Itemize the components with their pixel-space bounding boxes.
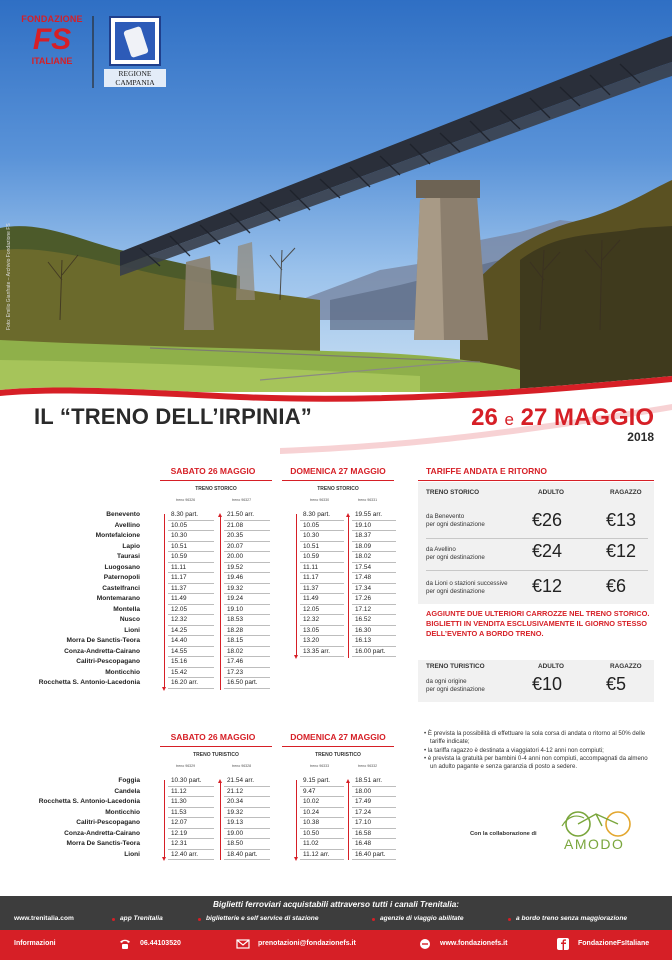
station-name: Foggia <box>118 777 140 784</box>
channel-app: app Trenitalia <box>120 915 163 922</box>
tariff-dest: per ogni destinazione <box>426 520 485 528</box>
time-cell: 11.49 <box>300 594 344 605</box>
turistico-sun-outbound <box>300 776 344 860</box>
date-amp: e <box>504 410 514 429</box>
station-name: Benevento <box>106 511 140 518</box>
time-cell: 20.07 <box>224 542 270 553</box>
train-number: treno 96326 <box>176 498 196 502</box>
time-cell: 12.05 <box>300 605 344 616</box>
time-cell: 10.59 <box>168 552 214 563</box>
time-cell: 10.30 <box>300 531 344 542</box>
time-cell: 16.52 <box>352 615 396 626</box>
station-name: Morra De Sanctis-Teora <box>66 840 140 847</box>
heading-underline <box>282 746 394 747</box>
time-cell: 17.54 <box>352 563 396 574</box>
turistico-sat-return <box>224 776 270 860</box>
storico-sun-outbound <box>300 510 344 657</box>
storico-sat-return <box>224 510 270 689</box>
time-cell: 17.49 <box>352 797 396 808</box>
station-name: Lioni <box>124 850 140 858</box>
time-cell: 18.28 <box>224 626 270 637</box>
channels-title: Biglietti ferroviari acquistabili attraverso tutti i canali Trenitalia: <box>213 900 459 909</box>
fs-logo-mark: FS <box>32 23 72 56</box>
kid-column-header: RAGAZZO <box>610 663 642 670</box>
tariffs-title: TARIFFE ANDATA E RITORNO <box>426 466 548 476</box>
turistico-sun-return <box>352 776 396 860</box>
time-cell: 9.47 <box>300 787 344 798</box>
storico-sat-heading: SABATO 26 MAGGIO <box>170 466 256 476</box>
time-cell: 19.13 <box>224 818 270 829</box>
station-name: Conza-Andretta-Cairano <box>64 829 140 837</box>
time-cell: 18.02 <box>224 647 270 658</box>
facebook-icon <box>556 938 570 950</box>
time-cell: 13.35 arr. <box>300 647 344 658</box>
time-cell: 11.17 <box>168 573 214 584</box>
amodo-bike-icon <box>556 806 656 840</box>
train-number: treno 96329 <box>176 764 196 768</box>
train-number: treno 96327 <box>232 498 252 502</box>
fs-logo-bottom: ITALIANE <box>31 56 73 66</box>
time-cell: 18.09 <box>352 542 396 553</box>
event-dates <box>471 404 654 432</box>
time-cell: 18.53 <box>224 615 270 626</box>
time-cell: 11.49 <box>168 594 214 605</box>
note-item: • È prevista la possibilità di effettuare la sola corsa di andata o ritorno al 50% delle tariffe indicate; <box>424 730 646 746</box>
time-cell: 17.10 <box>352 818 396 829</box>
direction-arrow-down <box>164 514 165 688</box>
time-cell: 17.26 <box>352 594 396 605</box>
direction-arrow-up <box>220 516 221 690</box>
storico-sat-outbound <box>168 510 214 689</box>
time-cell: 17.48 <box>352 573 396 584</box>
station-name: Luogosano <box>104 563 140 571</box>
tariff-from: da Benevento <box>426 513 465 520</box>
tariff-notes <box>424 730 656 771</box>
time-cell: 21.08 <box>224 521 270 532</box>
train-number: treno 96328 <box>232 764 252 768</box>
phone-icon <box>118 938 132 950</box>
channel-on-board: a bordo treno senza maggiorazione <box>516 915 628 922</box>
station-name: Castelfranci <box>102 584 140 592</box>
time-cell: 18.02 <box>352 552 396 563</box>
time-cell: 16.13 <box>352 636 396 647</box>
tariff-dest: per ogni destinazione <box>426 685 485 693</box>
time-cell: 10.51 <box>300 542 344 553</box>
station-name: Lioni <box>124 626 140 634</box>
direction-arrow-up <box>348 782 349 860</box>
time-cell: 11.12 arr. <box>300 850 344 861</box>
tariff-from: da ogni origine <box>426 678 467 685</box>
collaboration-label: Con la collaborazione di <box>470 831 537 837</box>
time-cell: 10.59 <box>300 552 344 563</box>
turistico-sat-heading: SABATO 26 MAGGIO <box>170 732 256 742</box>
time-cell: 12.19 <box>168 829 214 840</box>
storico-stations <box>20 510 140 689</box>
tariff-divider <box>426 538 648 539</box>
time-cell: 10.38 <box>300 818 344 829</box>
station-name: Taurasi <box>117 553 140 560</box>
facebook-page[interactable]: FondazioneFsItaliane <box>578 940 650 947</box>
turistico-sun-sub: TRENO TURISTICO <box>315 752 361 758</box>
photo-credit: Foto: Emilio Gianfrate – Archivio Fondazione FS <box>6 223 12 330</box>
time-cell: 13.20 <box>300 636 344 647</box>
station-name: Monticchio <box>105 668 140 676</box>
date-day1: 26 <box>471 404 498 431</box>
viaduct-illustration <box>0 0 672 392</box>
bullet-icon <box>508 918 511 921</box>
time-cell: 19.55 arr. <box>352 510 396 521</box>
adult-price: €24 <box>532 541 563 561</box>
kid-price: €6 <box>606 576 627 596</box>
direction-arrow-down <box>296 514 297 656</box>
time-cell: 11.30 <box>168 797 214 808</box>
time-cell: 17.23 <box>224 668 270 679</box>
station-name: Montella <box>113 605 140 613</box>
time-cell: 8.30 part. <box>300 510 344 521</box>
time-cell: 19.52 <box>224 563 270 574</box>
train-number: treno 96330 <box>310 498 330 502</box>
station-name: Montefalcione <box>95 532 140 539</box>
phone-number[interactable]: 06.44103520 <box>140 940 181 947</box>
bullet-icon <box>112 918 115 921</box>
time-cell: 11.53 <box>168 808 214 819</box>
fs-logo-top: FONDAZIONE <box>21 14 83 24</box>
turistico-tariff-label: TRENO TURISTICO <box>426 663 485 670</box>
tariff-from: da Lioni o stazioni successive <box>426 580 508 587</box>
heading-underline <box>160 480 272 481</box>
time-cell: 18.40 part. <box>224 850 270 861</box>
time-cell: 19.00 <box>224 829 270 840</box>
adult-price: €10 <box>532 674 563 694</box>
time-cell: 14.40 <box>168 636 214 647</box>
website-icon <box>418 938 432 950</box>
time-cell: 19.46 <box>224 573 270 584</box>
info-label: Informazioni <box>14 940 56 947</box>
time-cell: 10.05 <box>168 521 214 532</box>
time-cell: 17.46 <box>224 657 270 668</box>
time-cell: 16.50 part. <box>224 678 270 689</box>
station-name: Nusco <box>119 616 140 623</box>
time-cell: 17.24 <box>352 808 396 819</box>
time-cell: 21.50 arr. <box>224 510 270 521</box>
time-cell: 20.34 <box>224 797 270 808</box>
time-cell: 11.11 <box>300 563 344 574</box>
time-cell: 16.40 part. <box>352 850 396 861</box>
time-cell: 11.37 <box>300 584 344 595</box>
time-cell: 16.48 <box>352 839 396 850</box>
time-cell: 21.54 arr. <box>224 776 270 787</box>
time-cell: 20.35 <box>224 531 270 542</box>
time-cell: 16.20 arr. <box>168 678 214 689</box>
channel-agencies: agenzie di viaggio abilitate <box>380 915 464 922</box>
time-cell: 19.10 <box>224 605 270 616</box>
time-cell: 17.34 <box>352 584 396 595</box>
station-name: Paternopoli <box>103 574 140 581</box>
event-year: 2018 <box>627 430 654 444</box>
time-cell: 10.05 <box>300 521 344 532</box>
station-name: Calitri-Pescopagano <box>76 658 140 665</box>
time-cell: 10.02 <box>300 797 344 808</box>
time-cell: 11.37 <box>168 584 214 595</box>
station-name: Avellino <box>114 521 140 529</box>
regione-campania-logo <box>104 16 166 87</box>
time-cell: 12.05 <box>168 605 214 616</box>
bullet-icon <box>198 918 201 921</box>
time-cell: 19.24 <box>224 594 270 605</box>
turistico-sun-heading: DOMENICA 27 MAGGIO <box>290 732 386 742</box>
station-name: Rocchetta S. Antonio-Lacedonia <box>38 679 140 686</box>
time-cell: 19.32 <box>224 808 270 819</box>
tariff-dest: per ogni destinazione <box>426 587 485 595</box>
time-cell: 17.12 <box>352 605 396 616</box>
tariff-divider <box>426 570 648 571</box>
fondazione-fs-logo <box>16 14 88 86</box>
website-link[interactable]: www.fondazionefs.it <box>440 940 508 947</box>
tariff-row-label <box>426 580 508 595</box>
storico-sun-sub: TRENO STORICO <box>317 486 359 492</box>
heading-underline <box>418 480 654 481</box>
time-cell: 14.55 <box>168 647 214 658</box>
extra-carriages-notice: AGGIUNTE DUE ULTERIORI CARROZZE NEL TRENO STORICO. BIGLIETTI IN VENDITA ESCLUSIVAMENTE IL GIORNO STESSO DELL’EVENTO A BORDO TRENO. <box>426 609 650 638</box>
amodo-wordmark: AMODO <box>564 836 625 852</box>
train-number: treno 96333 <box>310 764 330 768</box>
adult-price: €26 <box>532 510 563 530</box>
time-cell: 12.07 <box>168 818 214 829</box>
region-label: REGIONE CAMPANIA <box>104 69 166 87</box>
campania-shield-icon <box>109 16 161 66</box>
time-cell: 18.50 <box>224 839 270 850</box>
time-cell: 13.05 <box>300 626 344 637</box>
time-cell: 15.16 <box>168 657 214 668</box>
logo-divider <box>92 16 94 88</box>
direction-arrow-up <box>220 782 221 860</box>
time-cell: 10.24 <box>300 808 344 819</box>
time-cell: 20.00 <box>224 552 270 563</box>
time-cell: 12.40 arr. <box>168 850 214 861</box>
train-number: treno 96332 <box>358 764 378 768</box>
kid-price: €13 <box>606 510 637 530</box>
time-cell: 16.30 <box>352 626 396 637</box>
email-address[interactable]: prenotazioni@fondazionefs.it <box>258 940 356 947</box>
date-day2: 27 MAGGIO <box>520 404 654 431</box>
email-icon <box>236 938 250 950</box>
time-cell: 10.51 <box>168 542 214 553</box>
storico-tariff-label: TRENO STORICO <box>426 489 480 496</box>
time-cell: 11.02 <box>300 839 344 850</box>
time-cell: 18.15 <box>224 636 270 647</box>
time-cell: 19.10 <box>352 521 396 532</box>
kid-column-header: RAGAZZO <box>610 489 642 496</box>
kid-price: €5 <box>606 674 627 694</box>
channel-stations: biglietterie e self service di stazione <box>206 915 319 922</box>
station-name: Candela <box>114 787 140 795</box>
time-cell: 12.32 <box>300 615 344 626</box>
time-cell: 10.50 <box>300 829 344 840</box>
station-name: Monticchio <box>105 808 140 816</box>
time-cell: 12.32 <box>168 615 214 626</box>
contacts-bar <box>0 930 672 960</box>
storico-sat-sub: TRENO STORICO <box>195 486 237 492</box>
train-number: treno 96331 <box>358 498 378 502</box>
station-name: Morra De Sanctis-Teora <box>66 637 140 644</box>
channel-trenitalia-site[interactable]: www.trenitalia.com <box>14 915 74 922</box>
time-cell: 15.42 <box>168 668 214 679</box>
tariff-from: da Avellino <box>426 546 456 553</box>
time-cell: 14.25 <box>168 626 214 637</box>
storico-sun-heading: DOMENICA 27 MAGGIO <box>290 466 386 476</box>
station-name: Calitri-Pescopagano <box>76 819 140 826</box>
note-item: • la tariffa ragazzo è destinata a viaggiatori 4-12 anni non compiuti; <box>424 746 604 754</box>
storico-sun-return <box>352 510 396 657</box>
turistico-stations <box>20 776 140 860</box>
heading-underline <box>160 746 272 747</box>
note-item: • è prevista la gratuità per bambini 0-4 anni non compiuti, accompagnati da almeno un adulto pagante e senza garanzia di posto a sedere. <box>424 754 648 771</box>
ticket-channels-bar <box>0 896 672 930</box>
tariff-row-label <box>426 513 485 528</box>
time-cell: 18.37 <box>352 531 396 542</box>
time-cell: 19.32 <box>224 584 270 595</box>
adult-price: €12 <box>532 576 563 596</box>
direction-arrow-down <box>296 780 297 858</box>
tariff-dest: per ogni destinazione <box>426 553 485 561</box>
direction-arrow-up <box>348 516 349 658</box>
kid-price: €12 <box>606 541 637 561</box>
tariff-row-label <box>426 546 485 561</box>
time-cell: 8.30 part. <box>168 510 214 521</box>
turistico-sat-sub: TRENO TURISTICO <box>193 752 239 758</box>
station-name: Rocchetta S. Antonio-Lacedonia <box>38 798 140 805</box>
hero-photo <box>0 0 672 392</box>
heading-underline <box>282 480 394 481</box>
time-cell: 10.30 <box>168 531 214 542</box>
time-cell: 10.30 part. <box>168 776 214 787</box>
station-name: Montemarano <box>96 595 140 602</box>
time-cell: 11.17 <box>300 573 344 584</box>
time-cell: 12.31 <box>168 839 214 850</box>
direction-arrow-down <box>164 780 165 858</box>
tariff-row-label <box>426 678 485 693</box>
adult-column-header: ADULTO <box>538 663 565 670</box>
time-cell: 21.12 <box>224 787 270 798</box>
amodo-logo <box>556 806 656 858</box>
page-title: IL “TRENO DELL’IRPINIA” <box>34 404 312 429</box>
time-cell: 18.51 arr. <box>352 776 396 787</box>
station-name: Conza-Andretta-Cairano <box>64 647 140 655</box>
adult-column-header: ADULTO <box>538 489 565 496</box>
turistico-sat-outbound <box>168 776 214 860</box>
bullet-icon <box>372 918 375 921</box>
time-cell: 18.00 <box>352 787 396 798</box>
time-cell: 11.11 <box>168 563 214 574</box>
time-cell: 16.00 part. <box>352 647 396 658</box>
station-name: Lapio <box>122 542 140 550</box>
time-cell: 16.58 <box>352 829 396 840</box>
time-cell: 9.15 part. <box>300 776 344 787</box>
time-cell: 11.12 <box>168 787 214 798</box>
